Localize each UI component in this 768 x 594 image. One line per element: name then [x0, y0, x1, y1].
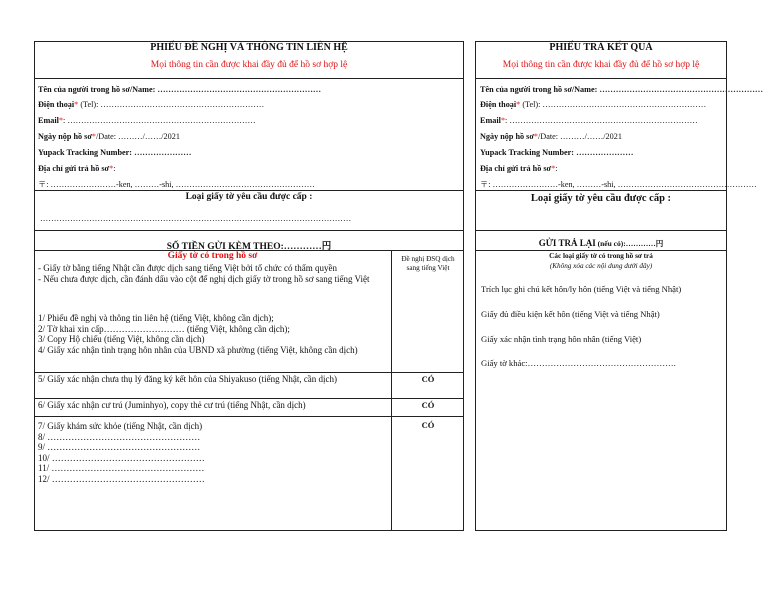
right-item-4[interactable]: Giấy tờ khác:……………………………………………. [481, 358, 676, 368]
right-name-field[interactable]: Tên của người trong hồ sơ/Name: …………………………………………………… [480, 85, 764, 94]
left-table-row-5: 5/ Giấy xác nhận chưa thụ lý đăng ký kết hôn của Shiyakuso (tiếng Nhật, cần dịch) [38, 374, 338, 384]
left-doc-type-line[interactable]: …………………………………………………………………………………………………… [40, 214, 352, 223]
right-item-3: Giấy xác nhận tình trạng hôn nhân (tiếng Việt) [481, 334, 642, 344]
left-form-title: PHIẾU ĐỀ NGHỊ VÀ THÔNG TIN LIÊN HỆ [150, 42, 348, 53]
right-email-field[interactable]: Email*: …………………………………………………………… [480, 116, 698, 125]
left-table-row-6-mark[interactable]: CÓ [421, 400, 435, 410]
left-table-row-5-mark[interactable]: CÓ [421, 374, 435, 384]
right-form-subtitle: Mọi thông tin cần được khai đầy đủ để hồ sơ hợp lệ [502, 60, 700, 70]
left-table-row-divider [34, 398, 464, 399]
right-table-note: (Không xóa các nội dung dưới đây) [549, 262, 653, 270]
right-item-1: Trích lục ghi chú kết hôn/ly hôn (tiếng Việt và tiếng Nhật) [481, 284, 682, 294]
left-divider-fee-top [34, 230, 464, 231]
left-form-subtitle: Mọi thông tin cần được khai đầy đủ để hồ sơ hợp lệ [150, 60, 348, 70]
right-tracking-field[interactable]: Yupack Tracking Number: ………………… [480, 148, 634, 157]
right-header-divider [475, 78, 727, 79]
right-return-fee[interactable]: GỬI TRẢ LẠI (nếu có):…………円 [538, 238, 664, 248]
left-table-row-7[interactable]: 7/ Giấy khám sức khỏe (tiếng Nhật, cần dịch) 8/ …………………………………………… 9/ …………………………………………… 10/ …………………………………………… 11/ …………………………………………… 12/ …………………………………………… [38, 421, 205, 484]
right-address-line[interactable]: 〒: ……………………-ken, ………-shi, …………………………………………… [480, 180, 757, 189]
left-table-row-group: 1/ Phiếu đề nghị và thông tin liên hệ (tiếng Việt, không cần dịch); 2/ Tờ khai xin cấp……………………… (tiếng Việt, không cần dịch); 3/ Copy Hộ chiếu (tiếng Việt, không cần dịch) 4/ Giấy xác nhận tình trạng hôn nhân của UBND xã phường (tiếng Việt, không cần dịch) [38, 313, 358, 355]
right-date-field[interactable]: Ngày nộp hồ sơ*/Date: ………/……/2021 [480, 132, 622, 141]
left-divider-doc [34, 190, 464, 191]
left-table-header: Giấy tờ có trong hồ sơ [167, 251, 258, 261]
right-divider-doc [475, 190, 727, 191]
right-table-header: Các loại giấy tờ có trong hồ sơ trả [549, 252, 653, 260]
left-tracking-field[interactable]: Yupack Tracking Number: ………………… [38, 148, 192, 157]
left-phone-field[interactable]: Điện thoại* (Tel): …………………………………………………… [38, 100, 265, 109]
left-header-divider [34, 78, 464, 79]
right-divider-table-top [475, 250, 727, 251]
left-doc-type-label: Loại giấy tờ yêu cầu được cấp : [185, 192, 313, 202]
left-table-row-6: 6/ Giấy xác nhận cư trú (Juminhyo), copy thẻ cư trú (tiếng Nhật, cần dịch) [38, 400, 306, 410]
right-divider-fee-top [475, 230, 727, 231]
left-date-field[interactable]: Ngày nộp hồ sơ*/Date: ………/……/2021 [38, 132, 180, 141]
left-table-row-7-mark[interactable]: CÓ [421, 420, 435, 430]
left-table-row-divider [34, 372, 464, 373]
right-doc-type-label: Loại giấy tờ yêu cầu được cấp : [530, 193, 672, 204]
left-table-col-divider [391, 250, 392, 531]
right-address-field[interactable]: Địa chỉ gửi trả hồ sơ*: [480, 164, 558, 173]
left-address-line[interactable]: 〒: ……………………-ken, ………-shi, …………………………………………… [38, 180, 315, 189]
left-email-field[interactable]: Email*: …………………………………………………………… [38, 116, 256, 125]
left-table-intro: - Giấy tờ bằng tiếng Nhật cần được dịch sang tiếng Việt bởi tổ chức có thẩm quyền - Nếu chưa được dịch, cần đánh dấu vào cột để nghị dịch giấy tờ trong hồ sơ sang tiếng Việt [38, 263, 370, 284]
left-table-row-divider [34, 416, 464, 417]
right-form-title: PHIẾU TRẢ KẾT QUẢ [549, 42, 653, 53]
left-name-field[interactable]: Tên của người trong hồ sơ/Name: …………………………………………………… [38, 85, 322, 94]
right-phone-field[interactable]: Điện thoại* (Tel): …………………………………………………… [480, 100, 707, 109]
left-address-field[interactable]: Địa chỉ gửi trả hồ sơ*: [38, 164, 116, 173]
right-item-2: Giấy đủ điều kiện kết hôn (tiếng Việt và tiếng Nhật) [481, 309, 660, 319]
left-table-col2-header: Đề nghị ĐSQ dịch sang tiếng Việt [401, 255, 455, 272]
left-fee-line[interactable]: SỐ TIỀN GỬI KÈM THEO:…………円 [166, 242, 332, 252]
